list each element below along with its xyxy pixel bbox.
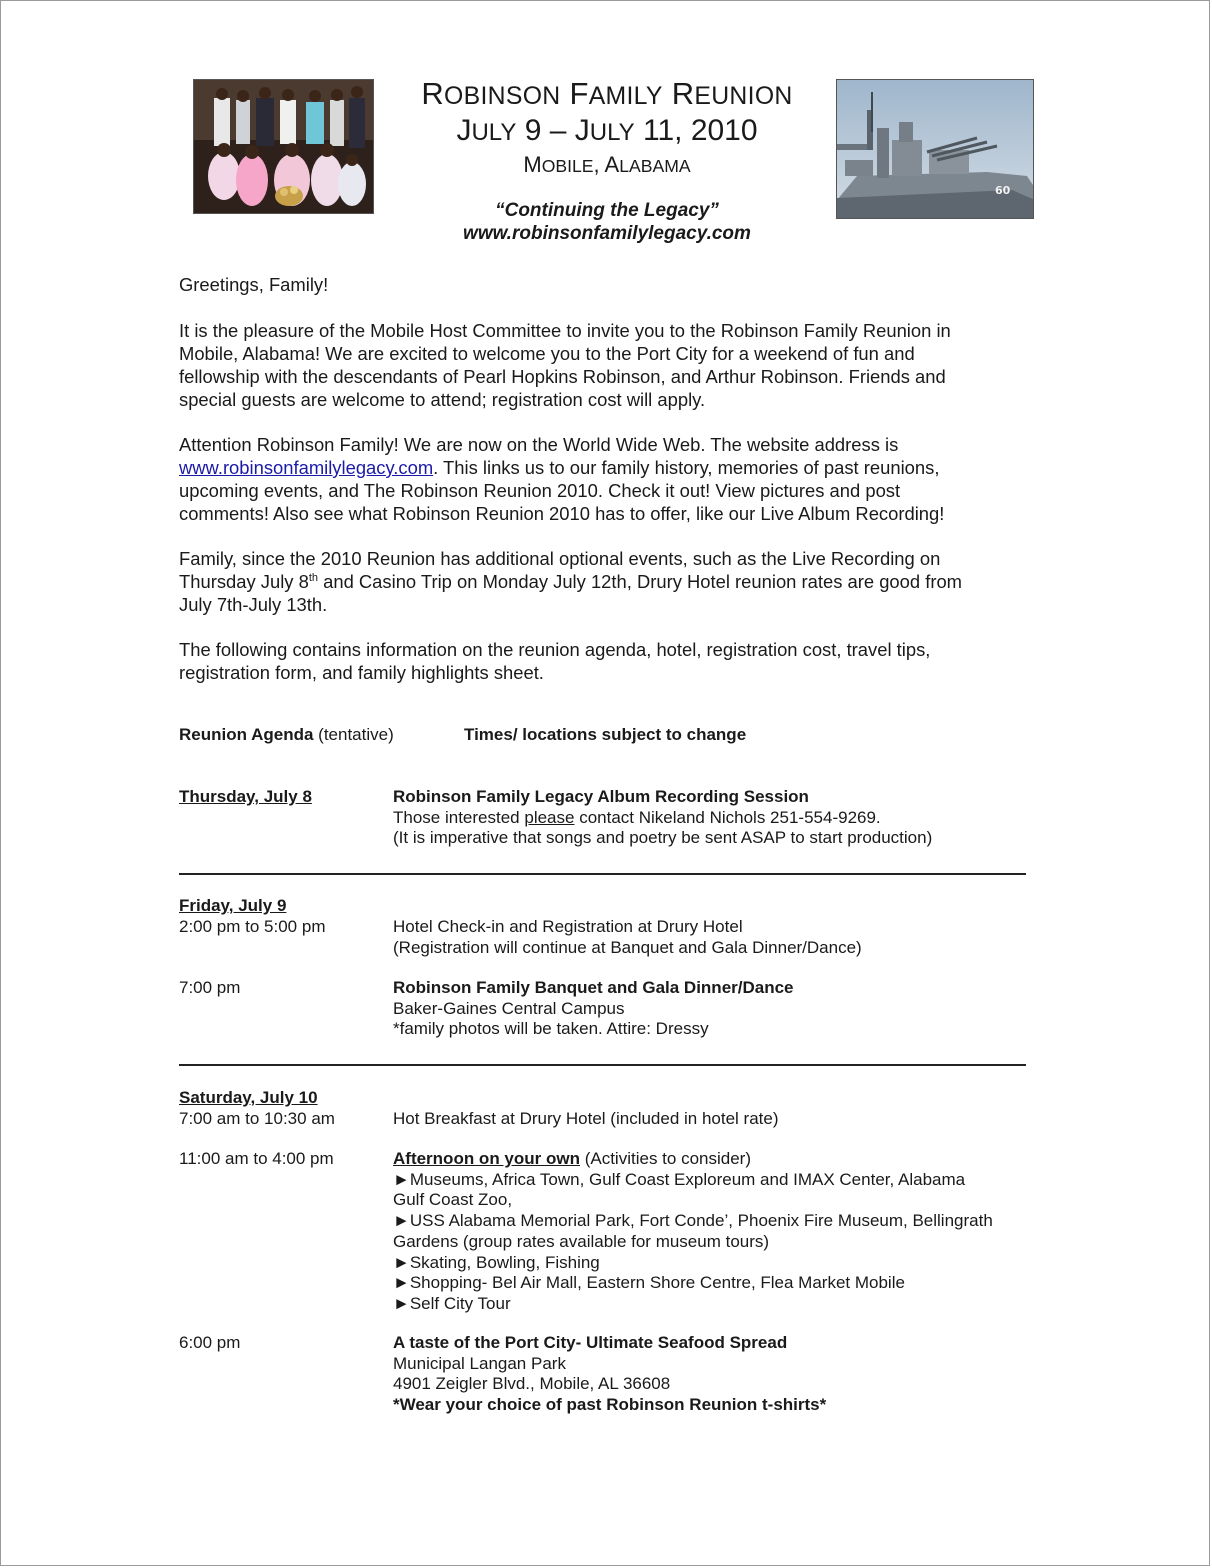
section-divider: [179, 873, 1026, 875]
optional-para-line: July 7th-July 13th.: [179, 594, 328, 615]
title-word2-cap: F: [569, 76, 589, 111]
activity-item: ►USS Alabama Memorial Park, Fort Conde’, Phoenix Fire Museum, Bellingrath: [393, 1211, 993, 1231]
location-b-cap: A: [604, 152, 620, 177]
location-a-rest: OBILE: [541, 156, 594, 176]
title-word3-rest: EUNION: [694, 83, 793, 110]
motto: “Continuing the Legacy”: [495, 200, 719, 221]
title-word2-rest: AMILY: [588, 83, 663, 110]
intro-line: special guests are welcome to attend; registration cost will apply.: [179, 389, 706, 410]
website-para-line: Attention Robinson Family! We are now on the World Wide Web. The website address is: [179, 434, 899, 455]
event-time: 7:00 am to 10:30 am: [179, 1108, 335, 1128]
agenda-heading-text: Reunion Agenda: [179, 725, 314, 744]
activity-item: ►Self City Tour: [393, 1293, 511, 1313]
greeting: [179, 273, 1039, 296]
event-detail: *family photos will be taken. Attire: Dressy: [393, 1019, 709, 1039]
event-title: A taste of the Port City- Ultimate Seafood Spread: [393, 1333, 788, 1352]
family-photo: [193, 79, 374, 214]
event-detail: 4901 Zeigler Blvd., Mobile, AL 36608: [393, 1374, 671, 1394]
event-title: Hot Breakfast at Drury Hotel (included in hotel rate): [393, 1109, 779, 1128]
dates-a-num: 9 –: [524, 114, 567, 147]
saturday-event-afternoon: [393, 1149, 1033, 1315]
activity-item: Gardens (group rates available for museum tours): [393, 1231, 770, 1251]
location-a-cap: M: [523, 152, 542, 177]
friday-event-checkin: [393, 917, 1033, 958]
day-heading: Friday, July 9: [179, 896, 287, 915]
event-time: 7:00 pm: [179, 978, 241, 997]
saturday-event-seafood: [393, 1333, 1033, 1416]
website-para-line: [179, 456, 1039, 479]
intro-line: It is the pleasure of the Mobile Host Committee to invite you to the Robinson Family Reunion in: [179, 320, 951, 341]
event-detail: [393, 808, 1033, 829]
event-detail: (Registration will continue at Banquet and Gala Dinner/Dance): [393, 937, 862, 957]
intro-paragraph: [179, 319, 1039, 411]
dates-b-cap: J: [574, 114, 590, 147]
optional-events-paragraph: [179, 547, 1039, 616]
friday-day: [179, 896, 379, 937]
event-time: 2:00 pm to 5:00 pm: [179, 916, 326, 936]
section-divider: [179, 1064, 1026, 1066]
contents-para-line: registration form, and family highlights sheet.: [179, 662, 544, 683]
reunion-title: [361, 76, 853, 112]
intro-line: fellowship with the descendants of Pearl Hopkins Robinson, and Arthur Robinson. Friends and: [179, 366, 946, 387]
ordinal-suffix: th: [308, 571, 318, 584]
optional-para-line: Family, since the 2010 Reunion has additional optional events, such as the Live Recording on: [179, 548, 941, 569]
day-heading: Thursday, July 8: [179, 787, 312, 806]
contents-para-line: The following contains information on the reunion agenda, hotel, registration cost, travel tips,: [179, 639, 931, 660]
dates-a-cap: J: [456, 114, 472, 147]
agenda-heading: [179, 725, 394, 745]
optional-para-text: Thursday July 8: [179, 571, 309, 592]
title-word1-rest: OBINSON: [444, 83, 561, 110]
event-time: 11:00 am to 4:00 pm: [179, 1149, 334, 1168]
thursday-day: [179, 787, 379, 808]
activity-item: ►Museums, Africa Town, Gulf Coast Exploreum and IMAX Center, Alabama: [393, 1169, 966, 1189]
intro-line: Mobile, Alabama! We are excited to welcome you to the Port City for a weekend of fun and: [179, 343, 915, 364]
event-note: (Activities to consider): [579, 1149, 751, 1168]
reunion-dates: [361, 114, 853, 148]
saturday-afternoon-time: [179, 1149, 379, 1170]
greeting-text: Greetings, Family!: [179, 274, 329, 295]
activity-item: ►Skating, Bowling, Fishing: [393, 1252, 600, 1272]
event-detail: Baker-Gaines Central Campus: [393, 998, 625, 1018]
title-word3-cap: R: [671, 76, 695, 111]
agenda-heading-note: (tentative): [313, 725, 394, 744]
contents-paragraph: [179, 638, 1039, 684]
event-time: 6:00 pm: [179, 1333, 241, 1352]
event-detail: Municipal Langan Park: [393, 1353, 566, 1373]
optional-para-text: and Casino Trip on Monday July 12th, Drury Hotel reunion rates are good from: [318, 571, 963, 592]
activity-item: Gulf Coast Zoo,: [393, 1190, 513, 1210]
event-title: Robinson Family Legacy Album Recording Session: [393, 787, 809, 806]
activity-item: ►Shopping- Bel Air Mall, Eastern Shore Centre, Flea Market Mobile: [393, 1273, 905, 1293]
dates-b-num: 11, 2010: [643, 114, 758, 147]
battleship-photo-image: [837, 80, 1034, 219]
website-link[interactable]: www.robinsonfamilylegacy.com: [179, 457, 434, 478]
friday-banquet-time: [179, 978, 379, 999]
day-heading: Saturday, July 10: [179, 1088, 318, 1107]
saturday-seafood-time: [179, 1333, 379, 1354]
event-title: Hotel Check-in and Registration at Drury Hotel: [393, 917, 743, 936]
event-detail-text: contact Nikeland Nichols 251-554-9269.: [574, 807, 881, 827]
saturday-event-breakfast: [393, 1109, 1033, 1130]
header-website: www.robinsonfamilylegacy.com: [463, 223, 751, 244]
event-title: Robinson Family Banquet and Gala Dinner/Dance: [393, 978, 794, 997]
event-detail: (It is imperative that songs and poetry be sent ASAP to start production): [393, 828, 933, 848]
website-para-line: upcoming events, and The Robinson Reunion 2010. Check it out! View pictures and post: [179, 480, 901, 501]
hull-number: 60: [995, 184, 1011, 197]
title-word1-cap: R: [421, 76, 445, 111]
event-detail-text: Those interested: [393, 807, 525, 827]
dates-b-rest: ULY: [589, 119, 635, 146]
optional-para-line: [179, 570, 1039, 593]
event-title: Afternoon on your own: [393, 1149, 580, 1168]
location-b-rest: LABAMA: [619, 156, 691, 176]
agenda-notice: Times/ locations subject to change: [464, 725, 747, 744]
event-detail: *Wear your choice of past Robinson Reunion t-shirts*: [393, 1395, 827, 1415]
event-title-line: [393, 1149, 1033, 1170]
saturday-day: [179, 1088, 379, 1129]
website-para-line: comments! Also see what Robinson Reunion 2010 has to offer, like our Live Album Recording!: [179, 503, 945, 524]
thursday-event: [393, 787, 1033, 849]
event-detail-underlined: please: [524, 807, 575, 827]
friday-event-banquet: [393, 978, 1033, 1040]
dates-a-rest: ULY: [471, 119, 517, 146]
family-photo-image: [194, 80, 374, 214]
battleship-photo: [836, 79, 1034, 219]
website-para-text: . This links us to our family history, memories of past reunions,: [433, 457, 940, 478]
reunion-location: MOBILE, ALABAMA: [523, 152, 691, 177]
website-paragraph: [179, 433, 1039, 525]
